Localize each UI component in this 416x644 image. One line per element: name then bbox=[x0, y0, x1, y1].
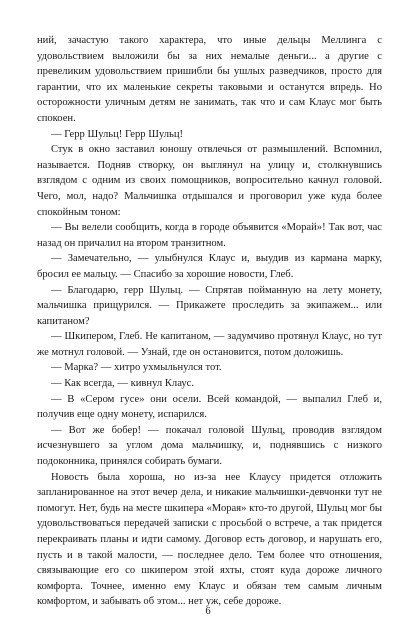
paragraph-dialogue: — Как всегда, — кивнул Клаус. bbox=[51, 378, 195, 390]
page-number: 6 bbox=[205, 606, 211, 617]
paragraph-dialogue: — Марка? — хитро ухмыльнулся тот. bbox=[51, 362, 222, 374]
paragraph: Новость была хороша, но из-за нее Клаусу придется отложить запланированное на этот вечер дела, и никакие мальчишки-девчонки тут не помогут. Нет, будь на месте шкипера «Морая» кто-то другой, Шульц мог бы удовольствоваться передачей записки с просьбой о встрече, а так придется перекраивать планы и идти самому. Договор есть договор, и нарушать его, пусть и в такой малости, — последнее дело. Тем более что отношения, связывающие его со шкипером этой яхты, стоят куда дороже личного комфорта. Точнее, именно ему Клаус и обязан тем самым личным комфортом, и забывать об этом... нет уж, себе дороже. bbox=[37, 471, 382, 608]
paragraph-dialogue: — Вот же бобер! — покачал головой Шульц, проводив взглядом исчезнувшего за углом дома мальчишку, и, поднявшись с низкого подоконника, принялся собирать бумаги. bbox=[37, 424, 382, 468]
paragraph-dialogue: — Шкипером, Глеб. Не капитаном, — задумчиво протянул Клаус, но тут же мотнул головой. — Узнай, где он остановится, потом доложишь. bbox=[37, 331, 382, 358]
paragraph-dialogue: — Замечательно, — улыбнулся Клаус и, выудив из кармана марку, бросил ее мальцу. — Спасибо за хорошие новости, Глеб. bbox=[37, 253, 382, 280]
paragraph-continued: ний, зачастую такого характера, что иные дельцы Меллинга с удовольствием выложили бы за них немалые деньги... а другие с превеликим удовольствием пришибли бы ушлых разведчиков, просто для гарантии, что их маленькие секреты таковыми и останутся впредь. Но осторожности уличным детям не занимать, так что и сам Клаус мог быть спокоен. bbox=[37, 35, 382, 124]
paragraph-dialogue: — Вы велели сообщить, когда в городе объявится «Морай»! Так вот, час назад он причалил на втором транзитном. bbox=[37, 222, 382, 249]
body-text bbox=[37, 33, 382, 610]
paragraph: Стук в окно заставил юношу отвлечься от размышлений. Вспомнил, называется. Подняв створку, он выглянул на улицу и, столкнувшись взглядом с одним из своих помощников, вопросительно качнул головой. Чего, мол, надо? Мальчишка отдышался и проговорил уже куда более спокойным тоном: bbox=[37, 144, 382, 218]
paragraph-dialogue: — В «Сером гусе» они осели. Всей командой, — выпалил Глеб и, получив еще одну монету, испарился. bbox=[37, 393, 382, 421]
paragraph-dialogue: — Герр Шульц! Герр Шульц! bbox=[51, 128, 184, 140]
paragraph-dialogue: — Благодарю, герр Шульц. — Спрятав пойманную на лету монету, мальчишка прищурился. — Прикажете проследить за экипажем... или капитаном? bbox=[37, 284, 382, 327]
